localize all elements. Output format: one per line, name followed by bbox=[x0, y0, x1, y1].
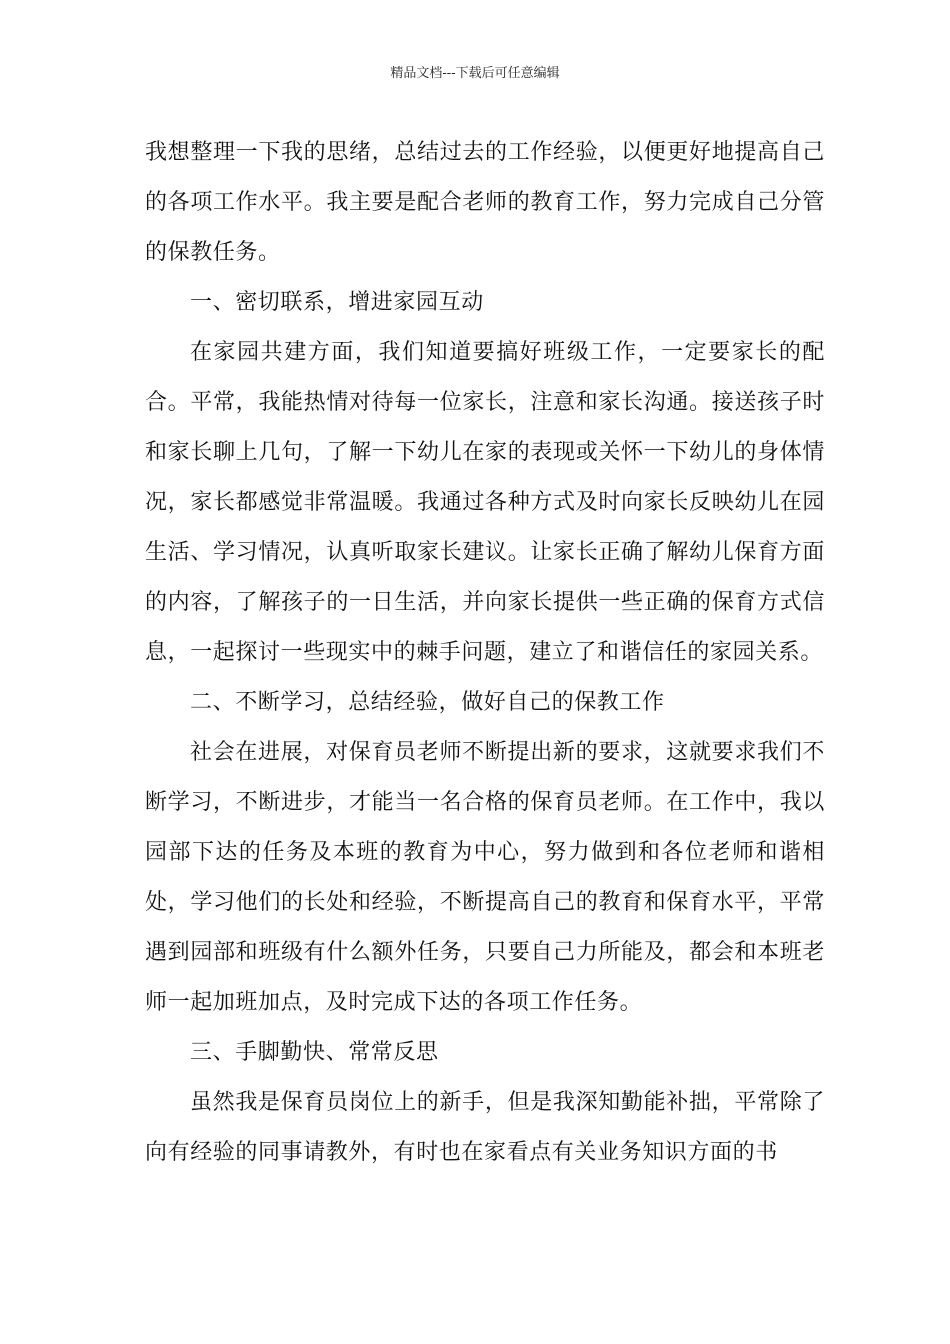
section-heading-3: 三、手脚勤快、常常反思 bbox=[190, 1040, 439, 1065]
document-body bbox=[145, 128, 825, 1178]
section-3-paragraph: 虽然我是保育员岗位上的新手，但是我深知勤能补拙，平常除了向有经验的同事请教外，有时也在家看点有关业务知识方面的书 bbox=[145, 1090, 825, 1165]
section-heading-2: 二、不断学习，总结经验，做好自己的保教工作 bbox=[190, 690, 665, 715]
section-1-paragraph: 在家园共建方面，我们知道要搞好班级工作，一定要家长的配合。平常，我能热情对待每一位家长，注意和家长沟通。接送孩子时和家长聊上几句，了解一下幼儿在家的表现或关怀一下幼儿的身体情况，家长都感觉非常温暖。我通过各种方式及时向家长反映幼儿在园生活、学习情况，认真听取家长建议。让家长正确了解幼儿保育方面的内容，了解孩子的一日生活，并向家长提供一些正确的保育方式信息，一起探讨一些现实中的棘手问题，建立了和谐信任的家园关系。 bbox=[145, 340, 825, 665]
section-heading-1: 一、密切联系，增进家园互动 bbox=[190, 290, 484, 315]
intro-paragraph: 我想整理一下我的思绪，总结过去的工作经验，以便更好地提高自己的各项工作水平。我主要是配合老师的教育工作，努力完成自己分管的保教任务。 bbox=[145, 140, 825, 265]
page-header: 精品文档---下载后可任意编辑 bbox=[390, 66, 560, 81]
section-2-paragraph: 社会在进展，对保育员老师不断提出新的要求，这就要求我们不断学习，不断进步，才能当一名合格的保育员老师。在工作中，我以园部下达的任务及本班的教育为中心，努力做到和各位老师和谐相处，学习他们的长处和经验，不断提高自己的教育和保育水平，平常遇到园部和班级有什么额外任务，只要自己力所能及，都会和本班老师一起加班加点，及时完成下达的各项工作任务。 bbox=[145, 740, 825, 1015]
